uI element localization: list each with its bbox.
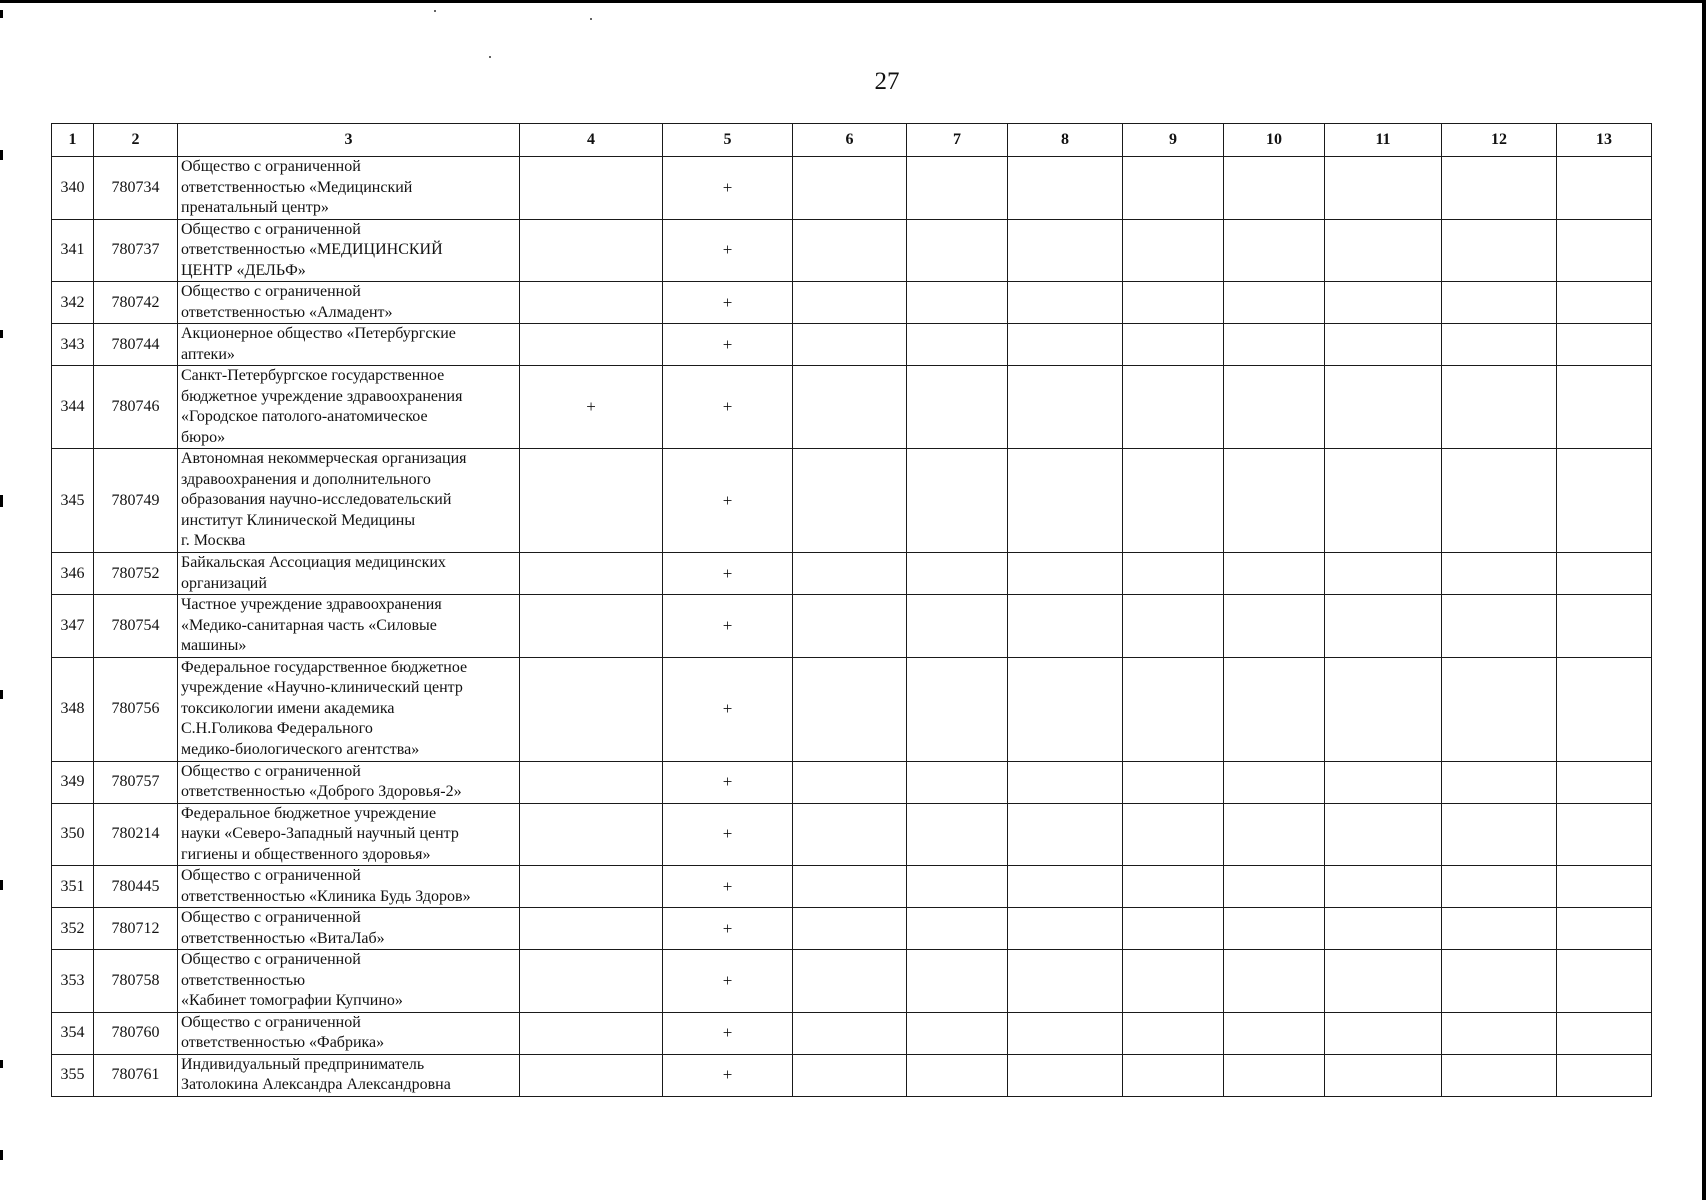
row-number-cell: 342	[52, 282, 94, 324]
empty-cell	[1123, 324, 1224, 366]
table-row	[52, 908, 1652, 950]
empty-cell	[793, 366, 907, 449]
organization-name-cell	[178, 449, 520, 553]
organization-name-line: «Кабинет томографии Купчино»	[181, 992, 403, 1009]
column-4-mark-cell	[520, 908, 663, 950]
scan-left-edge-marks	[0, 0, 3, 1200]
row-number-cell: 348	[52, 657, 94, 761]
registry-code-cell: 780712	[94, 908, 178, 950]
organization-name-cell	[178, 761, 520, 803]
empty-cell	[793, 657, 907, 761]
empty-cell	[793, 908, 907, 950]
empty-cell	[1123, 219, 1224, 282]
empty-cell	[1442, 908, 1557, 950]
column-4-mark-cell	[520, 553, 663, 595]
registry-code-cell: 780749	[94, 449, 178, 553]
empty-cell	[1325, 950, 1442, 1013]
column-5-mark-cell: +	[663, 449, 793, 553]
empty-cell	[1557, 950, 1652, 1013]
column-header: 12	[1442, 124, 1557, 157]
registry-code-cell: 780746	[94, 366, 178, 449]
row-number-cell: 343	[52, 324, 94, 366]
table-row	[52, 866, 1652, 908]
empty-cell	[1123, 157, 1224, 220]
row-number-cell: 349	[52, 761, 94, 803]
organization-name-line: ответственностью «Доброго Здоровья-2»	[181, 783, 462, 800]
table-row	[52, 1054, 1652, 1096]
empty-cell	[1224, 657, 1325, 761]
empty-cell	[1557, 1054, 1652, 1096]
empty-cell	[1224, 1012, 1325, 1054]
column-5-mark-cell: +	[663, 282, 793, 324]
empty-cell	[1008, 553, 1123, 595]
empty-cell	[907, 908, 1008, 950]
empty-cell	[793, 449, 907, 553]
empty-cell	[1557, 449, 1652, 553]
empty-cell	[1557, 761, 1652, 803]
row-number-cell: 340	[52, 157, 94, 220]
empty-cell	[1442, 553, 1557, 595]
organization-name-cell	[178, 1012, 520, 1054]
column-4-mark-cell	[520, 449, 663, 553]
organization-name-cell	[178, 908, 520, 950]
column-5-mark-cell: +	[663, 553, 793, 595]
row-number-cell: 351	[52, 866, 94, 908]
empty-cell	[907, 866, 1008, 908]
empty-cell	[1325, 282, 1442, 324]
organization-name-line: машины»	[181, 637, 247, 654]
organization-name-line: ответственностью «Фабрика»	[181, 1034, 385, 1051]
row-number-cell: 350	[52, 803, 94, 866]
column-5-mark-cell: +	[663, 803, 793, 866]
empty-cell	[1442, 282, 1557, 324]
empty-cell	[1557, 657, 1652, 761]
organization-name-cell	[178, 324, 520, 366]
empty-cell	[1123, 1012, 1224, 1054]
column-4-mark-cell	[520, 866, 663, 908]
empty-cell	[1557, 908, 1652, 950]
column-5-mark-cell: +	[663, 324, 793, 366]
organization-name-cell	[178, 553, 520, 595]
empty-cell	[793, 324, 907, 366]
column-5-mark-cell: +	[663, 657, 793, 761]
empty-cell	[1325, 866, 1442, 908]
empty-cell	[1442, 1054, 1557, 1096]
empty-cell	[1008, 219, 1123, 282]
empty-cell	[1224, 866, 1325, 908]
table-row	[52, 595, 1652, 658]
empty-cell	[1008, 324, 1123, 366]
column-header: 5	[663, 124, 793, 157]
empty-cell	[1008, 1012, 1123, 1054]
table-row	[52, 219, 1652, 282]
empty-cell	[1123, 950, 1224, 1013]
organization-name-cell	[178, 866, 520, 908]
empty-cell	[1008, 866, 1123, 908]
empty-cell	[793, 282, 907, 324]
organization-name-cell	[178, 1054, 520, 1096]
registry-code-cell: 780760	[94, 1012, 178, 1054]
empty-cell	[1008, 157, 1123, 220]
organization-name-line: здравоохранения и дополнительного	[181, 470, 431, 488]
organization-name-line: ответственностью «ВитаЛаб»	[181, 929, 385, 947]
organization-name-cell	[178, 657, 520, 761]
empty-cell	[1008, 657, 1123, 761]
table-body	[52, 157, 1652, 1097]
organization-name-line: ответственностью	[181, 971, 306, 989]
column-4-mark-cell	[520, 1012, 663, 1054]
column-5-mark-cell: +	[663, 1012, 793, 1054]
empty-cell	[1325, 908, 1442, 950]
scan-speck	[489, 56, 491, 58]
empty-cell	[907, 157, 1008, 220]
empty-cell	[1123, 282, 1224, 324]
empty-cell	[793, 761, 907, 803]
organization-name-line: С.Н.Голикова Федерального	[181, 720, 373, 738]
empty-cell	[793, 866, 907, 908]
registry-code-cell: 780734	[94, 157, 178, 220]
organization-name-line: ответственностью «МЕДИЦИНСКИЙ	[181, 241, 443, 258]
organization-name-cell	[178, 803, 520, 866]
empty-cell	[1325, 657, 1442, 761]
empty-cell	[793, 553, 907, 595]
organization-name-cell	[178, 282, 520, 324]
empty-cell	[907, 1012, 1008, 1054]
empty-cell	[1123, 366, 1224, 449]
column-4-mark-cell	[520, 282, 663, 324]
empty-cell	[1325, 449, 1442, 553]
empty-cell	[1123, 1054, 1224, 1096]
empty-cell	[793, 219, 907, 282]
organization-name-line: Общество с ограниченной	[181, 158, 361, 175]
organization-name-line: ЦЕНТР «ДЕЛЬФ»	[181, 261, 306, 279]
scan-speck	[590, 18, 592, 20]
empty-cell	[1123, 866, 1224, 908]
empty-cell	[1325, 1054, 1442, 1096]
empty-cell	[1008, 595, 1123, 658]
empty-cell	[1557, 595, 1652, 658]
registry-code-cell: 780737	[94, 219, 178, 282]
organization-name-line: ответственностью «Алмадент»	[181, 303, 393, 321]
organization-name-line: Санкт-Петербургское государственное	[181, 367, 445, 384]
empty-cell	[1442, 657, 1557, 761]
organization-name-line: Федеральное государственное бюджетное	[181, 658, 468, 676]
column-4-mark-cell	[520, 157, 663, 220]
organization-name-line: «Медико-санитарная часть «Силовые	[181, 616, 437, 634]
empty-cell	[1442, 157, 1557, 220]
empty-cell	[1557, 157, 1652, 220]
table-row	[52, 950, 1652, 1013]
row-number-cell: 354	[52, 1012, 94, 1054]
empty-cell	[1325, 761, 1442, 803]
organization-name-line: Акционерное общество «Петербургские	[181, 325, 456, 342]
empty-cell	[1325, 1012, 1442, 1054]
column-header: 3	[178, 124, 520, 157]
empty-cell	[1123, 908, 1224, 950]
table-row	[52, 449, 1652, 553]
empty-cell	[1325, 366, 1442, 449]
empty-cell	[1442, 1012, 1557, 1054]
empty-cell	[1224, 449, 1325, 553]
empty-cell	[907, 950, 1008, 1013]
column-5-mark-cell: +	[663, 908, 793, 950]
empty-cell	[907, 449, 1008, 553]
empty-cell	[1442, 219, 1557, 282]
registry-code-cell: 780752	[94, 553, 178, 595]
column-header: 8	[1008, 124, 1123, 157]
column-4-mark-cell: +	[520, 366, 663, 449]
table-header	[52, 124, 1652, 157]
empty-cell	[1442, 366, 1557, 449]
column-5-mark-cell: +	[663, 366, 793, 449]
column-4-mark-cell	[520, 803, 663, 866]
empty-cell	[907, 761, 1008, 803]
organization-name-line: Байкальская Ассоциация медицинских	[181, 554, 446, 571]
organization-name-line: аптеки»	[181, 345, 235, 363]
empty-cell	[1008, 803, 1123, 866]
empty-cell	[1224, 761, 1325, 803]
empty-cell	[1557, 366, 1652, 449]
row-number-cell: 355	[52, 1054, 94, 1096]
empty-cell	[1008, 282, 1123, 324]
empty-cell	[1557, 1012, 1652, 1054]
organization-name-line: Общество с ограниченной	[181, 220, 361, 238]
empty-cell	[1325, 595, 1442, 658]
empty-cell	[1224, 219, 1325, 282]
empty-cell	[1442, 950, 1557, 1013]
empty-cell	[1224, 366, 1325, 449]
column-4-mark-cell	[520, 1054, 663, 1096]
table-row	[52, 657, 1652, 761]
empty-cell	[1123, 657, 1224, 761]
empty-cell	[793, 1012, 907, 1054]
empty-cell	[907, 657, 1008, 761]
organization-name-line: г. Москва	[181, 532, 246, 550]
empty-cell	[1008, 449, 1123, 553]
column-header: 2	[94, 124, 178, 157]
table-row	[52, 803, 1652, 866]
empty-cell	[1008, 761, 1123, 803]
column-5-mark-cell: +	[663, 219, 793, 282]
row-number-cell: 346	[52, 553, 94, 595]
organization-name-line: Общество с ограниченной	[181, 283, 361, 300]
empty-cell	[1325, 803, 1442, 866]
empty-cell	[907, 282, 1008, 324]
empty-cell	[1008, 1054, 1123, 1096]
column-4-mark-cell	[520, 950, 663, 1013]
column-5-mark-cell: +	[663, 866, 793, 908]
column-header: 4	[520, 124, 663, 157]
organization-name-line: бюро»	[181, 428, 226, 446]
empty-cell	[1123, 761, 1224, 803]
empty-cell	[1557, 553, 1652, 595]
empty-cell	[1224, 324, 1325, 366]
organization-name-line: Индивидуальный предприниматель	[181, 1055, 425, 1073]
empty-cell	[1325, 219, 1442, 282]
scan-right-border	[1702, 0, 1706, 1200]
organization-name-line: Общество с ограниченной	[181, 951, 361, 968]
registry-code-cell: 780742	[94, 282, 178, 324]
organization-name-line: Общество с ограниченной	[181, 909, 361, 926]
organization-name-line: медико-биологического агентства»	[181, 740, 420, 758]
empty-cell	[1224, 1054, 1325, 1096]
empty-cell	[1224, 803, 1325, 866]
column-header: 9	[1123, 124, 1224, 157]
column-header: 11	[1325, 124, 1442, 157]
scan-top-border	[0, 0, 1706, 3]
registry-code-cell: 780761	[94, 1054, 178, 1096]
organization-name-line: образования научно-исследовательский	[181, 491, 452, 509]
column-header: 1	[52, 124, 94, 157]
empty-cell	[1224, 595, 1325, 658]
empty-cell	[907, 803, 1008, 866]
table-row	[52, 1012, 1652, 1054]
row-number-cell: 352	[52, 908, 94, 950]
organization-name-cell	[178, 595, 520, 658]
organization-name-cell	[178, 950, 520, 1013]
empty-cell	[1123, 553, 1224, 595]
column-4-mark-cell	[520, 219, 663, 282]
row-number-cell: 345	[52, 449, 94, 553]
organization-name-line: токсикологии имени академика	[181, 699, 395, 717]
empty-cell	[1557, 282, 1652, 324]
table-row	[52, 366, 1652, 449]
column-number-row	[52, 124, 1652, 157]
organization-name-line: «Городское патолого-анатомическое	[181, 408, 428, 425]
organization-name-line: ответственностью «Клиника Будь Здоров»	[181, 887, 471, 905]
empty-cell	[1557, 803, 1652, 866]
empty-cell	[1224, 908, 1325, 950]
organization-name-line: ответственностью «Медицинский	[181, 178, 413, 196]
registry-code-cell: 780758	[94, 950, 178, 1013]
registry-code-cell: 780756	[94, 657, 178, 761]
table-row	[52, 761, 1652, 803]
registry-table	[51, 123, 1652, 1097]
organization-name-cell	[178, 366, 520, 449]
empty-cell	[793, 1054, 907, 1096]
organization-name-line: бюджетное учреждение здравоохранения	[181, 387, 463, 405]
empty-cell	[1442, 449, 1557, 553]
column-header: 10	[1224, 124, 1325, 157]
empty-cell	[1557, 324, 1652, 366]
empty-cell	[907, 324, 1008, 366]
organization-name-line: гигиены и общественного здоровья»	[181, 845, 431, 863]
organization-name-line: институт Клинической Медицины	[181, 511, 416, 529]
organization-name-line: Общество с ограниченной	[181, 867, 361, 884]
organization-name-line: Затолокина Александра Александровна	[181, 1076, 451, 1093]
empty-cell	[1442, 866, 1557, 908]
empty-cell	[1325, 553, 1442, 595]
column-4-mark-cell	[520, 324, 663, 366]
empty-cell	[1123, 803, 1224, 866]
organization-name-line: пренатальный центр»	[181, 199, 329, 216]
organization-name-line: организаций	[181, 574, 267, 592]
row-number-cell: 347	[52, 595, 94, 658]
column-header: 13	[1557, 124, 1652, 157]
empty-cell	[1224, 950, 1325, 1013]
empty-cell	[793, 595, 907, 658]
empty-cell	[1442, 803, 1557, 866]
row-number-cell: 341	[52, 219, 94, 282]
empty-cell	[907, 595, 1008, 658]
table-row	[52, 282, 1652, 324]
organization-name-cell	[178, 219, 520, 282]
empty-cell	[1442, 761, 1557, 803]
organization-name-line: Автономная некоммерческая организация	[181, 450, 467, 468]
empty-cell	[1442, 595, 1557, 658]
registry-code-cell: 780214	[94, 803, 178, 866]
table-row	[52, 324, 1652, 366]
empty-cell	[793, 157, 907, 220]
column-5-mark-cell: +	[663, 1054, 793, 1096]
organization-name-line: Федеральное бюджетное учреждение	[181, 804, 437, 822]
empty-cell	[1325, 157, 1442, 220]
scan-speck	[434, 10, 436, 12]
empty-cell	[1557, 219, 1652, 282]
empty-cell	[1224, 282, 1325, 324]
column-header: 7	[907, 124, 1008, 157]
column-4-mark-cell	[520, 657, 663, 761]
empty-cell	[907, 553, 1008, 595]
empty-cell	[1325, 324, 1442, 366]
column-4-mark-cell	[520, 595, 663, 658]
column-5-mark-cell: +	[663, 157, 793, 220]
empty-cell	[907, 1054, 1008, 1096]
empty-cell	[793, 803, 907, 866]
table-row	[52, 157, 1652, 220]
column-5-mark-cell: +	[663, 950, 793, 1013]
table-row	[52, 553, 1652, 595]
organization-name-line: Общество с ограниченной	[181, 1013, 361, 1031]
registry-code-cell: 780757	[94, 761, 178, 803]
registry-code-cell: 780754	[94, 595, 178, 658]
column-header: 6	[793, 124, 907, 157]
empty-cell	[1008, 366, 1123, 449]
empty-cell	[1442, 324, 1557, 366]
empty-cell	[1224, 553, 1325, 595]
row-number-cell: 344	[52, 366, 94, 449]
column-5-mark-cell: +	[663, 595, 793, 658]
row-number-cell: 353	[52, 950, 94, 1013]
column-5-mark-cell: +	[663, 761, 793, 803]
registry-code-cell: 780744	[94, 324, 178, 366]
organization-name-line: Частное учреждение здравоохранения	[181, 596, 442, 613]
empty-cell	[793, 950, 907, 1013]
empty-cell	[907, 366, 1008, 449]
page-number: 27	[874, 68, 900, 95]
empty-cell	[1224, 157, 1325, 220]
empty-cell	[1123, 595, 1224, 658]
organization-name-cell	[178, 157, 520, 220]
empty-cell	[1008, 950, 1123, 1013]
column-4-mark-cell	[520, 761, 663, 803]
empty-cell	[1557, 866, 1652, 908]
empty-cell	[1008, 908, 1123, 950]
organization-name-line: Общество с ограниченной	[181, 762, 361, 780]
empty-cell	[1123, 449, 1224, 553]
registry-code-cell: 780445	[94, 866, 178, 908]
organization-name-line: учреждение «Научно-клинический центр	[181, 679, 463, 697]
organization-name-line: науки «Северо-Западный научный центр	[181, 825, 459, 842]
empty-cell	[907, 219, 1008, 282]
